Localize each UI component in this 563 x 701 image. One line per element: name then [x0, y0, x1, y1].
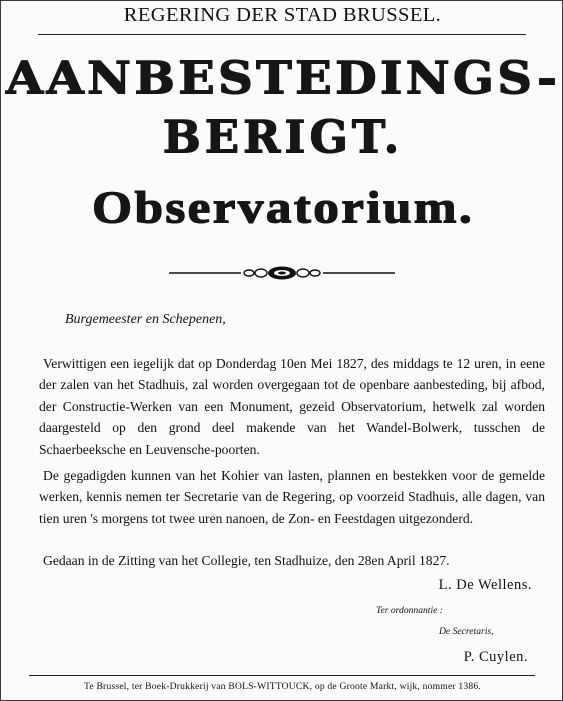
- salutation: Burgemeester en Schepenen,: [65, 312, 226, 327]
- subject-title: Observatorium.: [91, 181, 474, 232]
- secretary-signature: P. Cuylen.: [463, 649, 528, 665]
- secretary-title: De Secretaris,: [439, 626, 494, 637]
- printer-imprint: Te Brussel, ter Boek-Drukkerij van BOLS-WITTOUCK, op de Groote Markt, wijk, nommer 1386.: [84, 681, 481, 692]
- bottom-rule: [29, 675, 535, 676]
- inspection-paragraph: De gegadigden kunnen van het Kohier van lasten, plannen en bestekken voor de gemelde werken, kennis nemen ter Secretarie van de Regering, op voorzeid Stadhuis, alle dagen, van tien uren 's morgens tot twee uren nanoen, de Zon- en Feestdagen uitgezonderd.: [39, 468, 545, 526]
- announcement-paragraph: Verwittigen een iegelijk dat op Donderdag 10en Mei 1827, des middags te 12 uren, in eene der zalen van het Stadhuis, zal worden overgegaan tot de openbare aanbesteding, bij afbod, der Constructie-Werken van een Monument, gezeid Observatorium, hetwelk zal worden daargesteld op den grond deel makende van het Wandel-Bolwerk, tusschen de Schaerbeeksche en Leuvensche-poorten.: [39, 356, 545, 457]
- dated-paragraph: Gedaan in de Zitting van het Collegie, ten Stadhuize, den 28en April 1827.: [43, 553, 450, 568]
- ornamental-divider-icon: [169, 264, 395, 282]
- title-line-aanbestedings: AANBESTEDINGS-: [5, 51, 560, 104]
- government-header: REGERING DER STAD BRUSSEL.: [123, 4, 442, 26]
- top-rule: [38, 34, 526, 35]
- mayor-signature: L. De Wellens.: [438, 577, 532, 593]
- by-order-label: Ter ordonnantie :: [376, 605, 443, 616]
- title-line-berigt: BERIGT.: [162, 110, 403, 163]
